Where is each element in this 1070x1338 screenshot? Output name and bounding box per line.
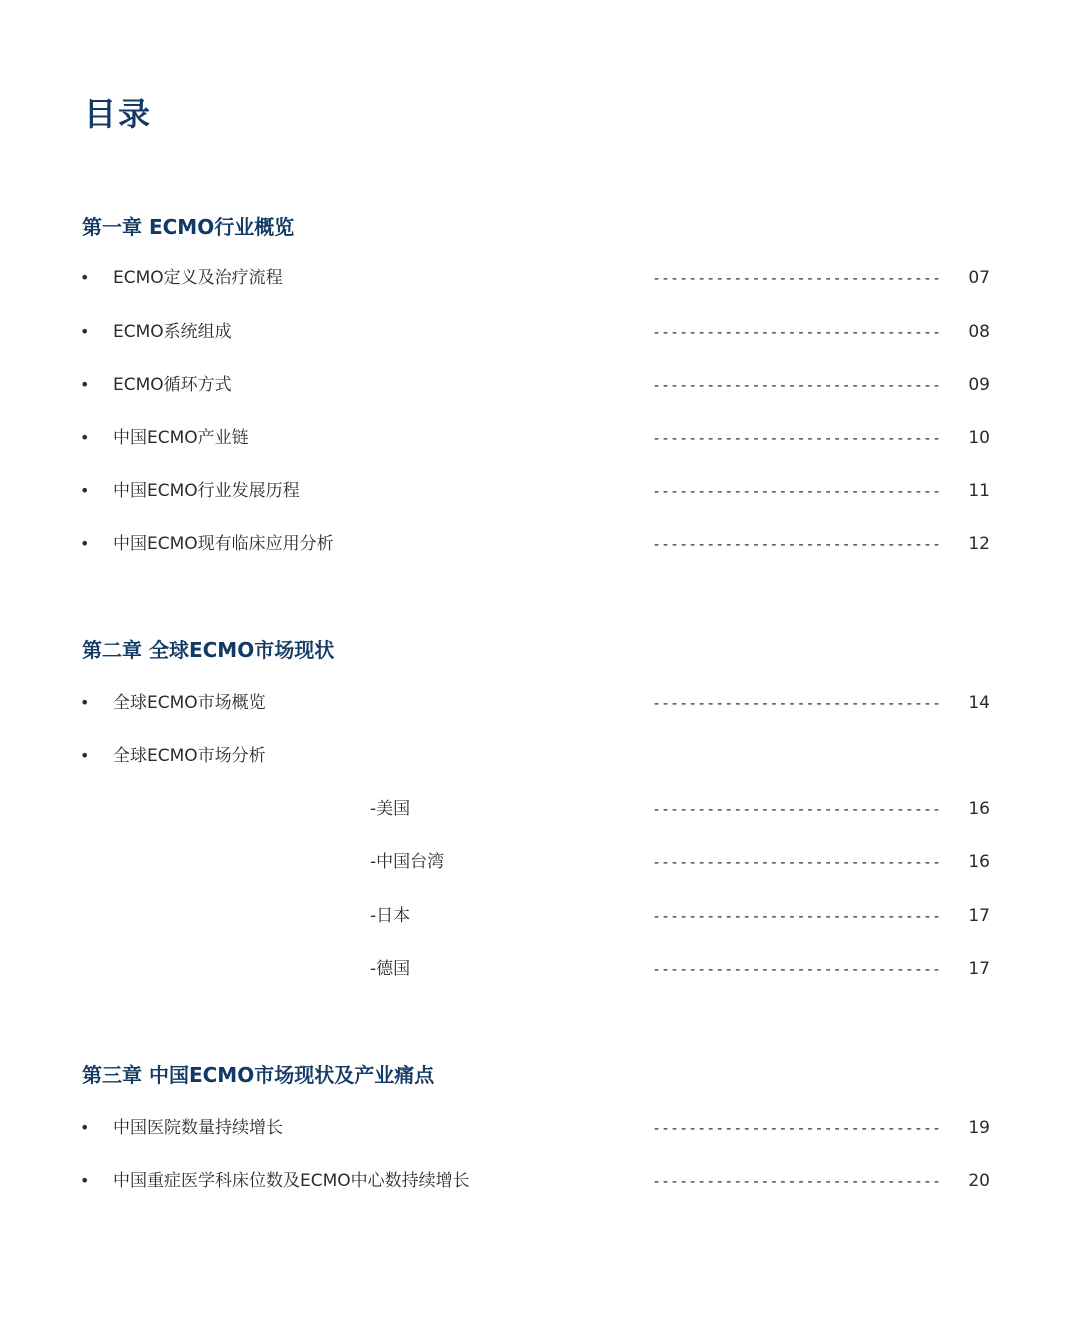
toc-subentry[interactable] — [0, 955, 1070, 983]
toc-entry-label: 中国ECMO现有临床应用分析 — [113, 534, 334, 554]
toc-entry-label: 中国ECMO产业链 — [113, 428, 249, 448]
toc-page-number: 16 — [968, 852, 990, 872]
toc-entry-label: ECMO循环方式 — [113, 375, 232, 395]
toc-page-number: 12 — [968, 534, 990, 554]
toc-page-number: 20 — [968, 1171, 990, 1191]
dotted-leader: -------------------------------- — [652, 1119, 941, 1137]
toc-entry[interactable] — [0, 742, 1070, 770]
toc-subentry[interactable] — [0, 795, 1070, 823]
toc-page-number: 11 — [968, 481, 990, 501]
toc-entry-label: 中国医院数量持续增长 — [113, 1118, 283, 1138]
bullet: • — [80, 375, 90, 394]
toc-entry[interactable] — [0, 318, 1070, 346]
toc-entry-label: 全球ECMO市场分析 — [113, 746, 266, 766]
toc-subentry-label: -日本 — [370, 906, 411, 926]
toc-page-number: 09 — [968, 375, 990, 395]
toc-entry-label: 全球ECMO市场概览 — [113, 693, 266, 713]
toc-subentry[interactable] — [0, 902, 1070, 930]
toc-entry[interactable] — [0, 371, 1070, 399]
toc-entry-label: 中国ECMO行业发展历程 — [113, 481, 300, 501]
chapter-title-1: 第一章 ECMO行业概览 — [82, 215, 295, 239]
toc-page-number: 17 — [968, 959, 990, 979]
chapter-title-3: 第三章 中国ECMO市场现状及产业痛点 — [82, 1063, 435, 1087]
bullet: • — [80, 428, 90, 447]
bullet: • — [80, 1118, 90, 1137]
bullet: • — [80, 746, 90, 765]
toc-page-number: 08 — [968, 322, 990, 342]
bullet: • — [80, 693, 90, 712]
toc-entry[interactable] — [0, 1167, 1070, 1195]
bullet: • — [80, 268, 90, 287]
toc-subentry-label: -德国 — [370, 959, 411, 979]
toc-entry[interactable] — [0, 530, 1070, 558]
dotted-leader: -------------------------------- — [652, 535, 941, 553]
toc-entry[interactable] — [0, 424, 1070, 452]
toc-page-number: 14 — [968, 693, 990, 713]
toc-page-number: 16 — [968, 799, 990, 819]
dotted-leader: -------------------------------- — [652, 853, 941, 871]
toc-entry[interactable] — [0, 1114, 1070, 1142]
dotted-leader: -------------------------------- — [652, 694, 941, 712]
toc-entry-label: 中国重症医学科床位数及ECMO中心数持续增长 — [113, 1171, 470, 1191]
toc-page-number: 07 — [968, 268, 990, 288]
dotted-leader: -------------------------------- — [652, 907, 941, 925]
dotted-leader: -------------------------------- — [652, 960, 941, 978]
toc-subentry-label: -美国 — [370, 799, 411, 819]
toc-entry-label: ECMO定义及治疗流程 — [113, 268, 283, 288]
bullet: • — [80, 534, 90, 553]
page-title: 目录 — [84, 95, 153, 133]
dotted-leader: -------------------------------- — [652, 269, 941, 287]
toc-subentry[interactable] — [0, 848, 1070, 876]
chapter-title-2: 第二章 全球ECMO市场现状 — [82, 638, 335, 662]
toc-page-number: 17 — [968, 906, 990, 926]
toc-subentry-label: -中国台湾 — [370, 852, 445, 872]
bullet: • — [80, 322, 90, 341]
bullet: • — [80, 1171, 90, 1190]
dotted-leader: -------------------------------- — [652, 376, 941, 394]
toc-entry[interactable] — [0, 264, 1070, 292]
toc-page-number: 10 — [968, 428, 990, 448]
dotted-leader: -------------------------------- — [652, 800, 941, 818]
toc-page-number: 19 — [968, 1118, 990, 1138]
toc-entry[interactable] — [0, 689, 1070, 717]
toc-entry-label: ECMO系统组成 — [113, 322, 232, 342]
toc-entry[interactable] — [0, 477, 1070, 505]
bullet: • — [80, 481, 90, 500]
dotted-leader: -------------------------------- — [652, 482, 941, 500]
dotted-leader: -------------------------------- — [652, 429, 941, 447]
dotted-leader: -------------------------------- — [652, 1172, 941, 1190]
dotted-leader: -------------------------------- — [652, 323, 941, 341]
